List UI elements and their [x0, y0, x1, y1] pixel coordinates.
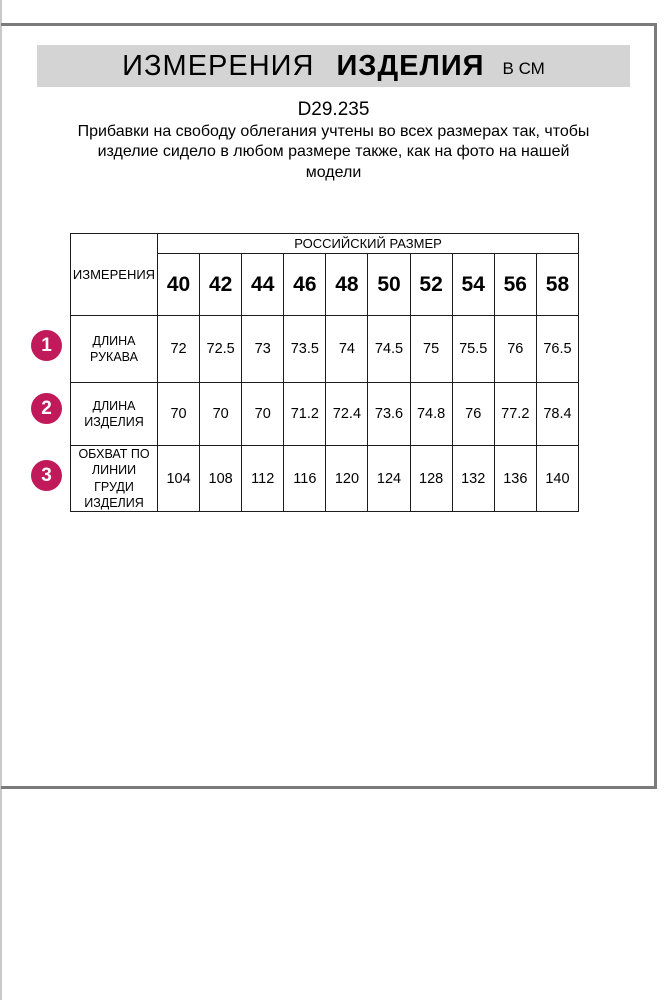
value-cell: 140: [536, 446, 578, 512]
size-table: [70, 233, 579, 512]
row-number-badge-1: 1: [31, 330, 62, 361]
value-cell: 75: [410, 316, 452, 383]
size-header-cell: 54: [452, 254, 494, 316]
size-header-cell: 50: [368, 254, 410, 316]
value-cell: 124: [368, 446, 410, 512]
value-cell: 73.5: [284, 316, 326, 383]
table-row-chest-girth: [71, 446, 579, 512]
size-header-cell: 58: [536, 254, 578, 316]
value-cell: 78.4: [536, 383, 578, 446]
size-header-cell: 52: [410, 254, 452, 316]
table-row-sleeve-length: [71, 316, 579, 383]
row-number-badge-2: 2: [31, 393, 62, 424]
value-cell: 108: [200, 446, 242, 512]
value-cell: 70: [158, 383, 200, 446]
row-label: ОБХВАТ ПО ЛИНИИ ГРУДИ ИЗДЕЛИЯ: [71, 446, 158, 512]
row-label: ДЛИНА ИЗДЕЛИЯ: [71, 383, 158, 446]
value-cell: 74.8: [410, 383, 452, 446]
size-table-area: [70, 233, 579, 512]
table-row-item-length: [71, 383, 579, 446]
value-cell: 104: [158, 446, 200, 512]
value-cell: 77.2: [494, 383, 536, 446]
value-cell: 116: [284, 446, 326, 512]
value-cell: 76: [494, 316, 536, 383]
table-row: [71, 234, 579, 254]
russian-size-group-header: РОССИЙСКИЙ РАЗМЕР: [158, 234, 579, 254]
value-cell: 120: [326, 446, 368, 512]
size-header-cell: 46: [284, 254, 326, 316]
value-cell: 72.5: [200, 316, 242, 383]
value-cell: 70: [242, 383, 284, 446]
value-cell: 70: [200, 383, 242, 446]
title-unit: В СМ: [502, 59, 545, 78]
size-header-cell: 44: [242, 254, 284, 316]
value-cell: 75.5: [452, 316, 494, 383]
value-cell: 76.5: [536, 316, 578, 383]
value-cell: 74.5: [368, 316, 410, 383]
row-label: ДЛИНА РУКАВА: [71, 316, 158, 383]
measurements-column-header: ИЗМЕРЕНИЯ: [71, 234, 158, 316]
row-number-badge-3: 3: [31, 460, 62, 491]
size-header-cell: 56: [494, 254, 536, 316]
size-header-cell: 42: [200, 254, 242, 316]
title-measurements: ИЗМЕРЕНИЯ: [122, 49, 315, 82]
value-cell: 112: [242, 446, 284, 512]
value-cell: 72.4: [326, 383, 368, 446]
product-code: D29.235: [297, 99, 370, 120]
value-cell: 71.2: [284, 383, 326, 446]
value-cell: 136: [494, 446, 536, 512]
value-cell: 73.6: [368, 383, 410, 446]
value-cell: 132: [452, 446, 494, 512]
value-cell: 73: [242, 316, 284, 383]
value-cell: 76: [452, 383, 494, 446]
description-text: Прибавки на свободу облегания учтены во всех размерах так, чтобы изделие сидело в любом размере также, как на фото на нашей модели: [77, 123, 590, 181]
size-header-cell: 48: [326, 254, 368, 316]
size-header-cell: 40: [158, 254, 200, 316]
value-cell: 74: [326, 316, 368, 383]
title-product: ИЗДЕЛИЯ: [336, 49, 485, 82]
title-bar: [37, 45, 630, 87]
value-cell: 128: [410, 446, 452, 512]
value-cell: 72: [158, 316, 200, 383]
